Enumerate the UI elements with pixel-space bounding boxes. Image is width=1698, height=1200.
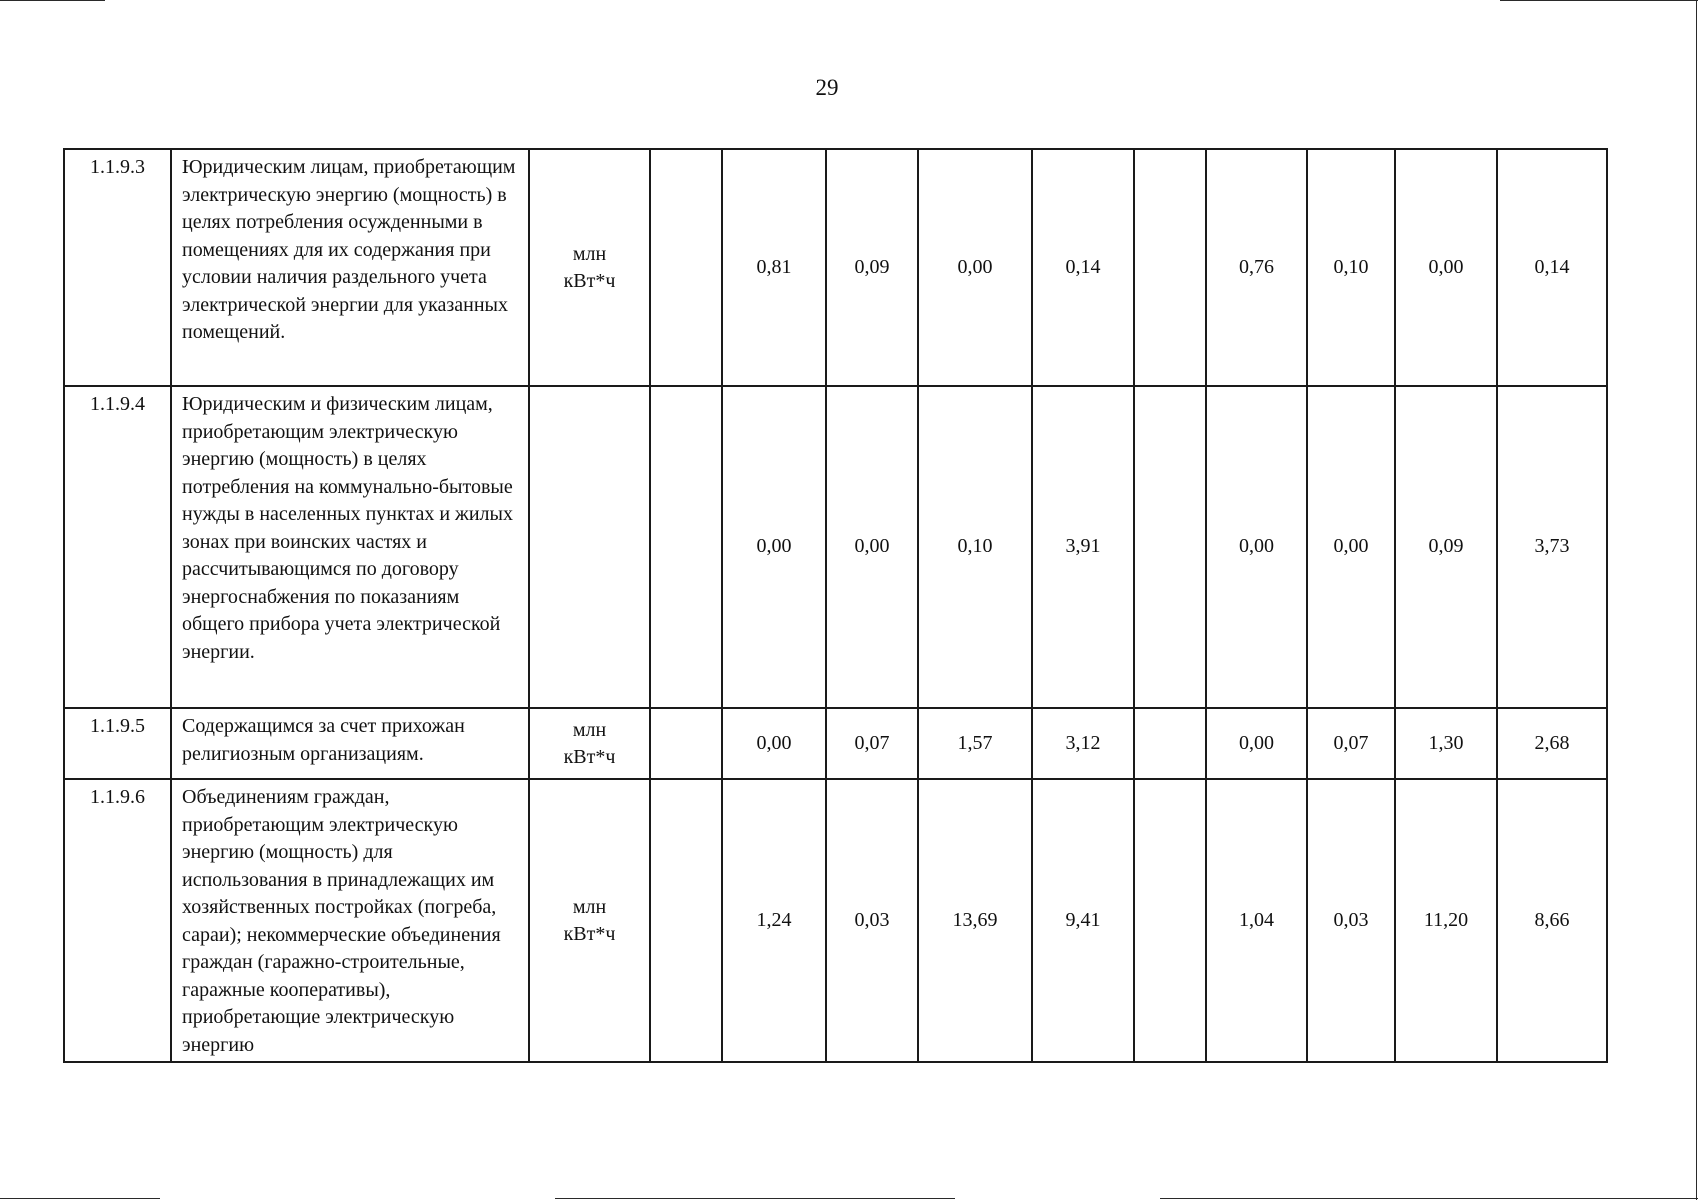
scan-edge-bottom-left — [0, 1198, 160, 1199]
value-cell: 8,66 — [1497, 779, 1607, 1062]
page-number: 29 — [815, 75, 839, 100]
empty-cell — [1134, 708, 1206, 779]
table-row — [64, 708, 1607, 779]
value-cell: 1,04 — [1206, 779, 1307, 1062]
value-cell: 2,68 — [1497, 708, 1607, 779]
row-description: Содержащимся за счет прихожан религиозным организациям. — [171, 708, 529, 779]
scan-edge-right — [1696, 0, 1697, 1200]
table-row — [64, 386, 1607, 708]
value-cell: 3,73 — [1497, 386, 1607, 708]
value-cell: 0,10 — [1307, 149, 1395, 386]
value-cell: 0,14 — [1497, 149, 1607, 386]
value-cell: 0,00 — [918, 149, 1032, 386]
value-cell: 13,69 — [918, 779, 1032, 1062]
unit-line-2: кВт*ч — [563, 922, 616, 945]
value-cell: 0,00 — [722, 708, 826, 779]
row-code: 1.1.9.6 — [64, 779, 171, 1062]
empty-cell — [1134, 779, 1206, 1062]
value-cell: 3,91 — [1032, 386, 1134, 708]
row-unit — [529, 779, 650, 1062]
row-unit — [529, 386, 650, 708]
row-code: 1.1.9.4 — [64, 386, 171, 708]
row-code: 1.1.9.3 — [64, 149, 171, 386]
row-unit — [529, 708, 650, 779]
row-description: Объединениям граждан, приобретающим электрическую энергию (мощность) для использования в принадлежащих им хозяйственных постройках (погреба, сараи); некоммерческие объединения граждан (гаражно-строительные, гаражные кооперативы), приобретающие электрическую энергию — [171, 779, 529, 1062]
value-cell: 1,57 — [918, 708, 1032, 779]
empty-cell — [650, 149, 722, 386]
value-cell: 0,09 — [1395, 386, 1497, 708]
value-cell: 0,00 — [1206, 708, 1307, 779]
scan-edge-bottom-right — [1160, 1198, 1698, 1199]
value-cell: 0,07 — [826, 708, 918, 779]
value-cell: 1,30 — [1395, 708, 1497, 779]
unit-line-2: кВт*ч — [563, 745, 616, 768]
value-cell: 3,12 — [1032, 708, 1134, 779]
scan-edge-bottom-mid — [555, 1198, 955, 1199]
value-cell: 0,76 — [1206, 149, 1307, 386]
scan-edge-top-right — [1500, 0, 1698, 1]
unit-line-1: млн — [572, 895, 607, 918]
tariff-volume-table — [63, 148, 1608, 1063]
value-cell: 0,00 — [722, 386, 826, 708]
empty-cell — [1134, 149, 1206, 386]
empty-cell — [650, 708, 722, 779]
value-cell: 0,00 — [1307, 386, 1395, 708]
value-cell: 9,41 — [1032, 779, 1134, 1062]
value-cell: 0,14 — [1032, 149, 1134, 386]
row-unit — [529, 149, 650, 386]
scan-edge-top-left — [0, 0, 105, 1]
value-cell: 0,09 — [826, 149, 918, 386]
value-cell: 0,03 — [1307, 779, 1395, 1062]
value-cell: 0,00 — [1395, 149, 1497, 386]
value-cell: 11,20 — [1395, 779, 1497, 1062]
row-code: 1.1.9.5 — [64, 708, 171, 779]
table-row — [64, 149, 1607, 386]
empty-cell — [650, 779, 722, 1062]
unit-line-1: млн — [572, 718, 607, 741]
value-cell: 0,10 — [918, 386, 1032, 708]
row-description: Юридическим и физическим лицам, приобретающим электрическую энергию (мощность) в целях потребления на коммунально-бытовые нужды в населенных пунктах и жилых зонах при воинских частях и рассчитывающимся по договору энергоснабжения по показаниям общего прибора учета электрической энергии. — [171, 386, 529, 708]
value-cell: 0,00 — [1206, 386, 1307, 708]
value-cell: 0,81 — [722, 149, 826, 386]
value-cell: 0,00 — [826, 386, 918, 708]
unit-line-1: млн — [572, 242, 607, 265]
empty-cell — [1134, 386, 1206, 708]
row-description: Юридическим лицам, приобретающим электрическую энергию (мощность) в целях потребления осужденными в помещениях для их содержания при условии наличия раздельного учета электрической энергии для указанных помещений. — [171, 149, 529, 386]
table-row — [64, 779, 1607, 1062]
empty-cell — [650, 386, 722, 708]
value-cell: 0,03 — [826, 779, 918, 1062]
value-cell: 1,24 — [722, 779, 826, 1062]
value-cell: 0,07 — [1307, 708, 1395, 779]
unit-line-2: кВт*ч — [563, 269, 616, 292]
